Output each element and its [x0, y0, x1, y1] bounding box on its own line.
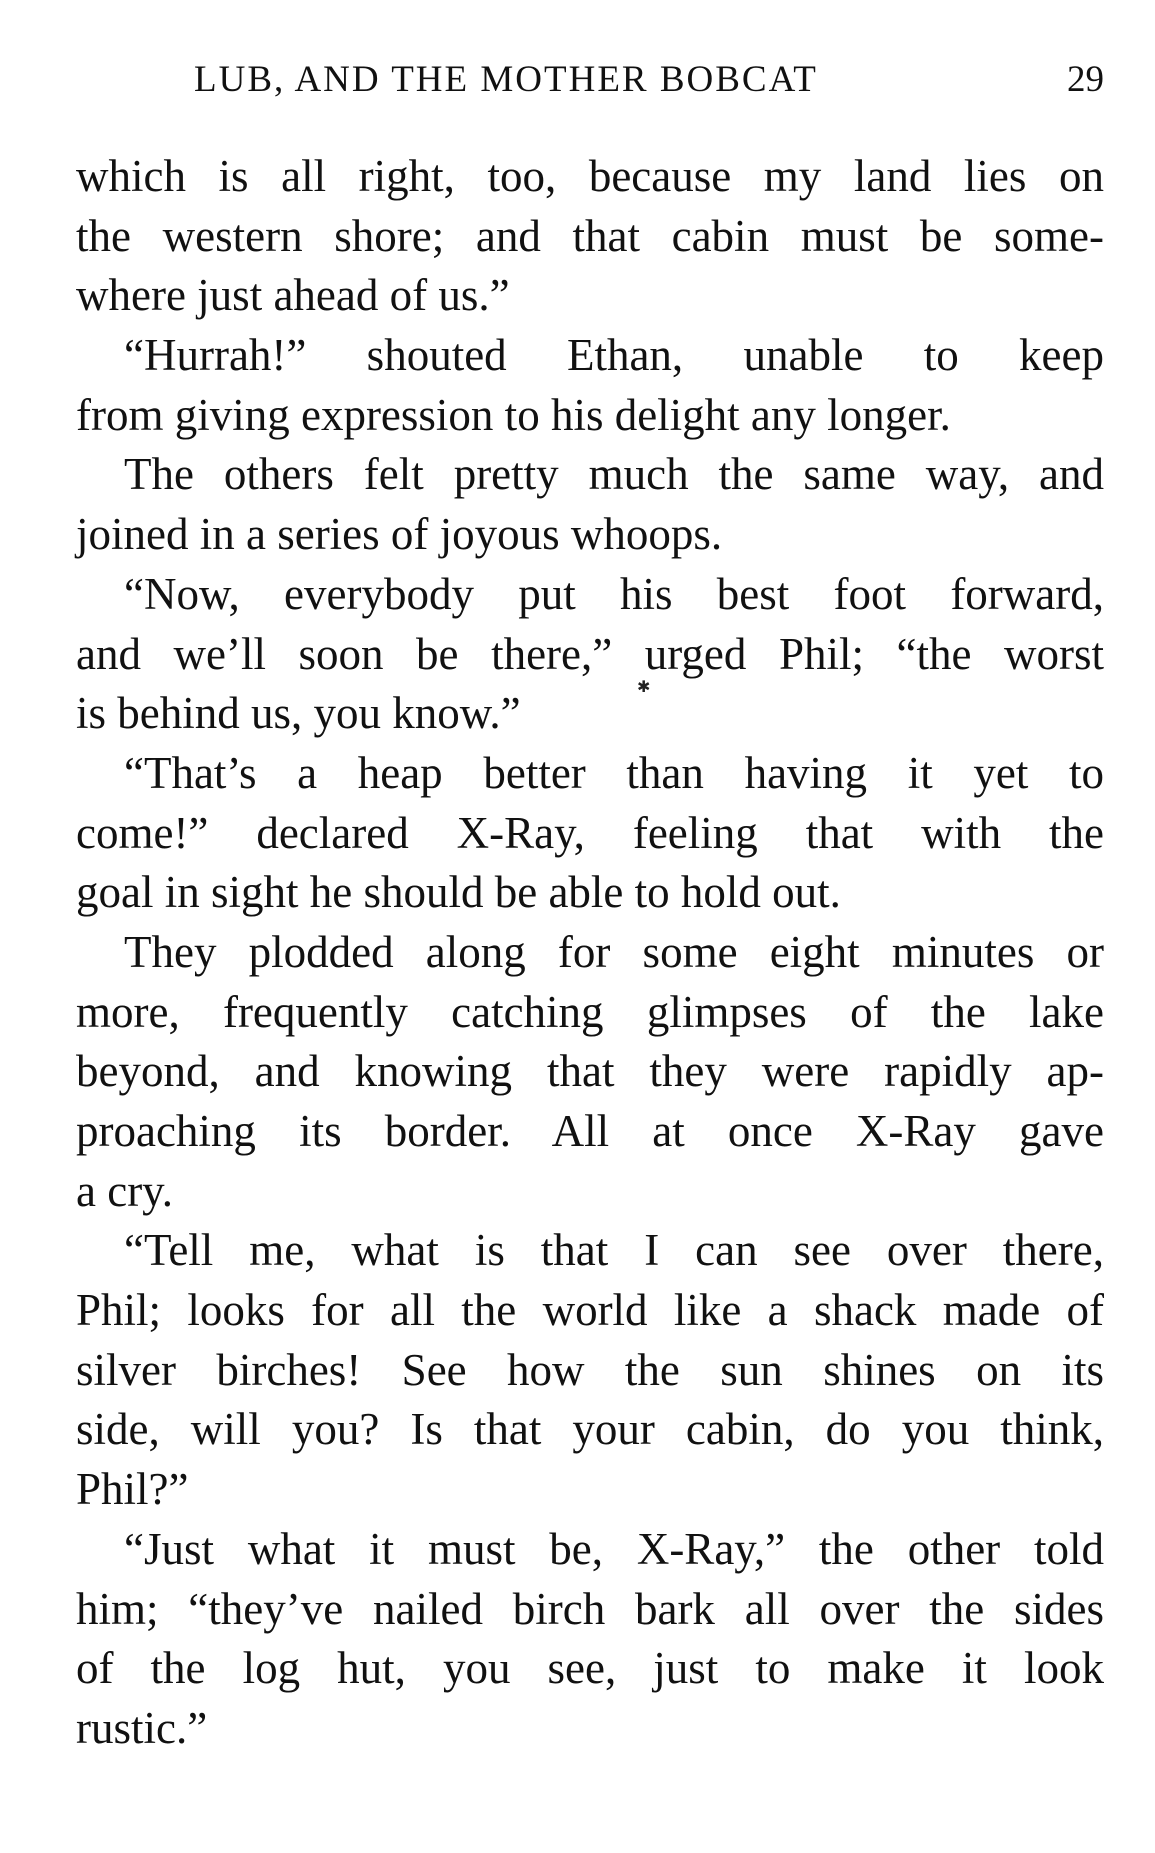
text-line: “Now, everybody put his best foot forward, [124, 568, 1104, 619]
text-line: goal in sight he should be able to hold out. [76, 867, 841, 918]
text-line: They plodded along for some eight minutes or [124, 926, 1104, 977]
text-line: joined in a series of joyous whoops. [76, 509, 723, 560]
text-line: “Just what it must be, X-Ray,” the other told [124, 1523, 1104, 1574]
text-line: “That’s a heap better than having it yet to [124, 747, 1104, 798]
text-line: where just ahead of us.” [76, 270, 510, 321]
running-title: LUB, AND THE MOTHER BOBCAT [194, 59, 818, 100]
text-line: the western shore; and that cabin must be some- [76, 210, 1104, 261]
text-line: proaching its border. All at once X-Ray gave [76, 1106, 1104, 1156]
text-line: Phil?” [76, 1464, 189, 1515]
text-line: rustic.” [76, 1702, 208, 1753]
running-head [76, 58, 1104, 108]
text-line: come!” declared X-Ray, feeling that with the [76, 807, 1104, 858]
text-line: is behind us, you know.” [76, 688, 521, 739]
text-line: “Tell me, what is that I can see over there, [124, 1225, 1104, 1276]
text-line: side, will you? Is that your cabin, do you think, [76, 1404, 1104, 1455]
text-line: and we’ll soon be there,” urged Phil; “the worst [76, 628, 1104, 679]
text-line: The others felt pretty much the same way, and [124, 449, 1104, 500]
text-line: Phil; looks for all the world like a shack made of [76, 1285, 1104, 1336]
text-line: him; “they’ve nailed birch bark all over the sides [76, 1583, 1104, 1634]
text-line: more, frequently catching glimpses of the lake [76, 986, 1104, 1037]
body-text [76, 147, 1104, 1759]
text-line: beyond, and knowing that they were rapidly ap- [76, 1046, 1104, 1097]
text-line: silver birches! See how the sun shines on its [76, 1344, 1104, 1395]
text-line: which is all right, too, because my land lies on [76, 151, 1104, 201]
ink-speck: ✱ [637, 679, 651, 696]
page-number: 29 [1067, 59, 1104, 100]
text-line: a cry. [76, 1165, 174, 1216]
text-line: from giving expression to his delight any longer. [76, 389, 951, 440]
text-line: of the log hut, you see, just to make it look [76, 1643, 1104, 1694]
text-line: “Hurrah!” shouted Ethan, unable to keep [124, 330, 1104, 381]
